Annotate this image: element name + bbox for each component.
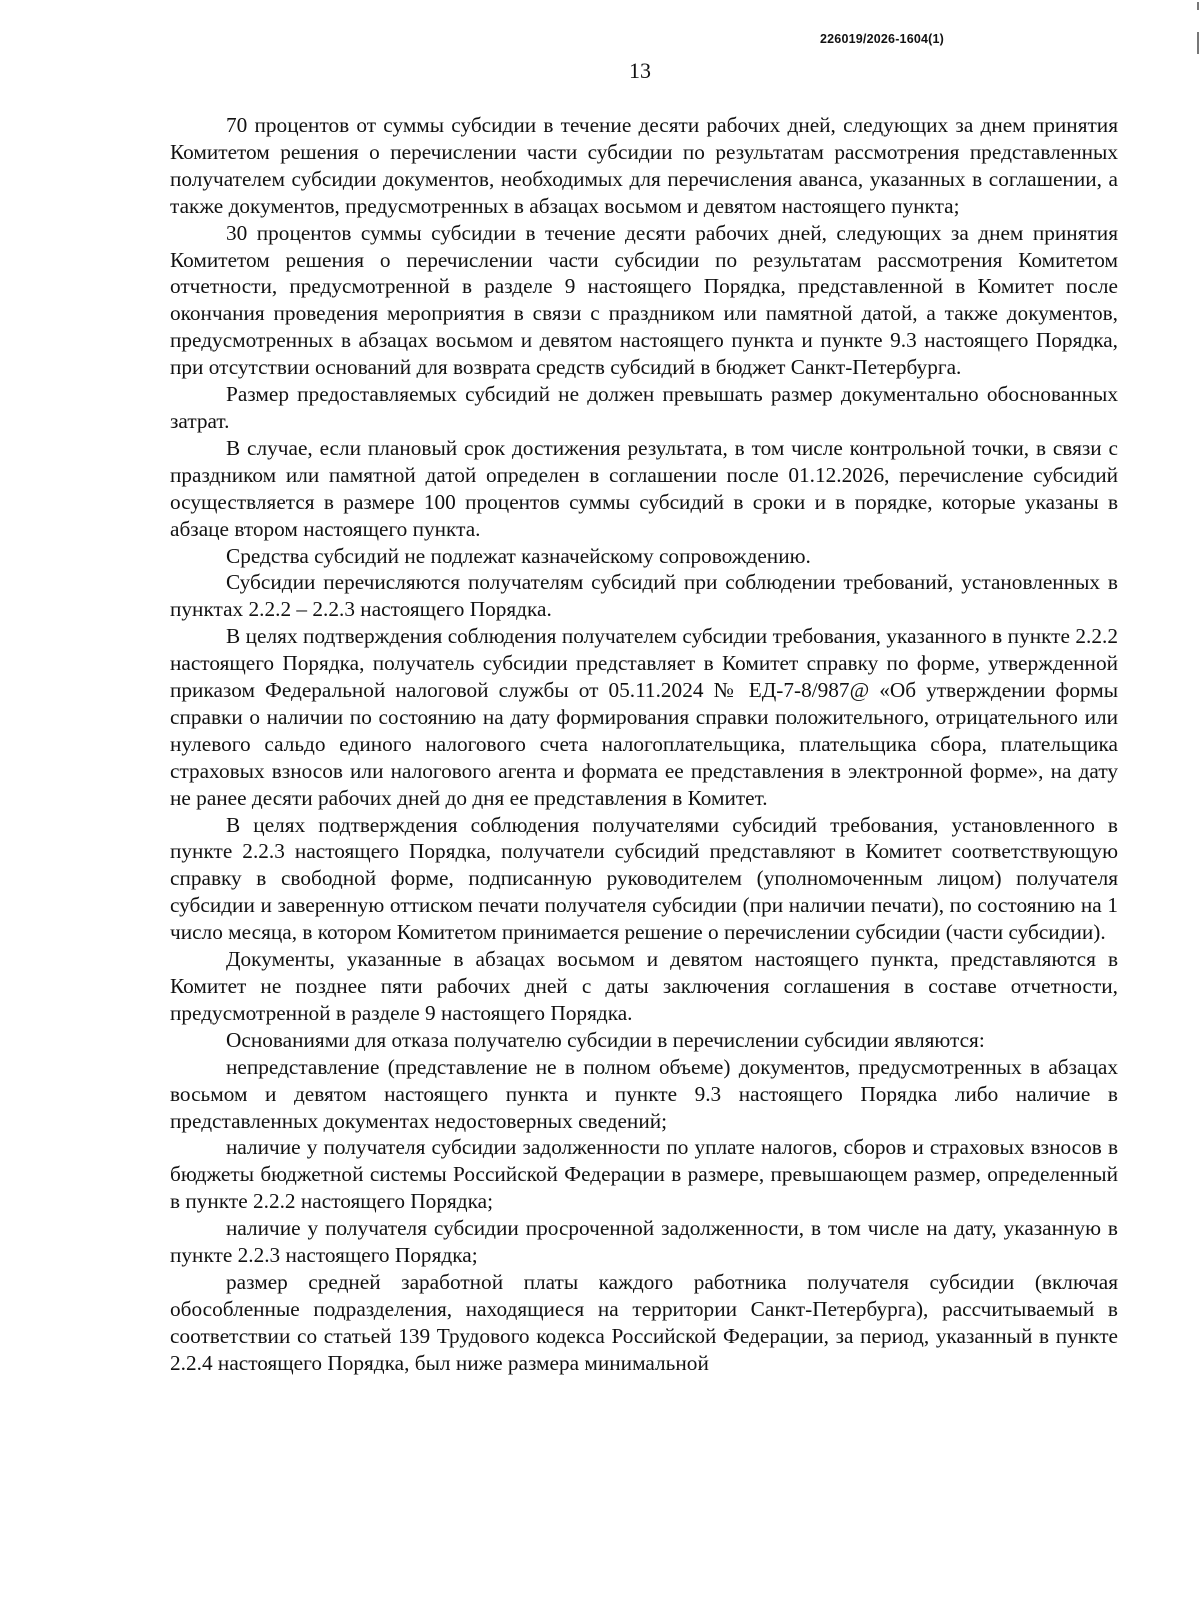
page-number: 13	[629, 58, 651, 83]
scan-edge-marks	[1188, 0, 1200, 60]
paragraph-tax-certificate: В целях подтверждения соблюдения получателем субсидии требования, указанного в пункте 2.2.2 настоящего Порядка, получатель субсидии представляет в Комитет справку по форме, утвержденной приказом Федеральной налоговой службы от 05.11.2024 № ЕД-7-8/987@ «Об утверждении формы справки о наличии по состоянию на дату формирования справки положительного, отрицательного или нулевого сальдо единого налогового счета налогоплательщика, плательщика сбора, плательщика страховых взносов или налогового агента и формата ее представления в электронной форме», на дату не ранее десяти рабочих дней до дня ее представления в Комитет.	[170, 624, 1118, 810]
paragraph-no-treasury-support: Средства субсидий не подлежат казначейскому сопровождению.	[226, 543, 811, 568]
paragraph-final-30-percent: 30 процентов суммы субсидии в течение десяти рабочих дней, следующих за днем принятия Комитетом решения о перечислении части субсидии по результатам рассмотрения Комитетом отчетности, предусмотренной в разделе 9 настоящего Порядка, представленной в Комитет после окончания проведения мероприятия в связи с праздником или памятной датой, а также документов, предусмотренных в абзацах восьмом и девятом настоящего пункта и пункте 9.3 настоящего Порядка, при отсутствии оснований для возврата средств субсидий в бюджет Санкт-Петербурга.	[170, 220, 1118, 380]
document-body	[170, 112, 1118, 1377]
list-item-refusal-salary: размер средней заработной платы каждого работника получателя субсидии (включая обособленные подразделения, находящиеся на территории Санкт-Петербурга), рассчитываемый в соответствии со статьей 139 Трудового кодекса Российской Федерации, за период, указанный в пункте 2.2.4 настоящего Порядка, был ниже размера минимальной	[170, 1269, 1118, 1375]
paragraph-transfer-conditions: Субсидии перечисляются получателям субсидий при соблюдении требований, установленных в пунктах 2.2.2 – 2.2.3 настоящего Порядка.	[170, 570, 1118, 622]
list-item-refusal-overdue-debt: наличие у получателя субсидии просроченной задолженности, в том числе на дату, указанную в пункте 2.2.3 настоящего Порядка;	[170, 1216, 1118, 1268]
list-item-refusal-tax-debt: наличие у получателя субсидии задолженности по уплате налогов, сборов и страховых взносов в бюджеты бюджетной системы Российской Федерации в размере, превышающем размер, определенный в пункте 2.2.2 настоящего Порядка;	[170, 1135, 1118, 1214]
paragraph-documents-deadline: Документы, указанные в абзацах восьмом и девятом настоящего пункта, представляются в Комитет не позднее пяти рабочих дней с даты заключения соглашения в составе отчетности, предусмотренной в разделе 9 настоящего Порядка.	[170, 947, 1118, 1025]
paragraph-free-form-certificate: В целях подтверждения соблюдения получателями субсидий требования, установленного в пункте 2.2.3 настоящего Порядка, получатели субсидий представляют в Комитет соответствующую справку в свободной форме, подписанную руководителем (уполномоченным лицом) получателя субсидии и заверенную оттиском печати получателя субсидии (при наличии печати), по состоянию на 1 число месяца, в котором Комитетом принимается решение о перечислении субсидии (части субсидии).	[170, 812, 1118, 945]
list-item-refusal-documents: непредставление (представление не в полном объеме) документов, предусмотренных в абзацах восьмом и девятом настоящего пункта и пункте 9.3 настоящего Порядка либо наличие в представленных документах недостоверных сведений;	[170, 1054, 1118, 1133]
document-registration-number: 226019/2026-1604(1)	[820, 32, 945, 46]
paragraph-advance-70-percent: 70 процентов от суммы субсидии в течение десяти рабочих дней, следующих за днем принятия Комитетом решения о перечислении части субсидии по результатам рассмотрения представленных получателем субсидии документов, необходимых для перечисления аванса, указанных в соглашении, а также документов, предусмотренных в абзацах восьмом и девятом настоящего пункта;	[170, 113, 1118, 218]
paragraph-subsidy-limit: Размер предоставляемых субсидий не должен превышать размер документально обоснованных затрат.	[170, 382, 1118, 433]
paragraph-full-payment-case: В случае, если плановый срок достижения результата, в том числе контрольной точки, в связи с праздником или памятной датой определен в соглашении после 01.12.2026, перечисление субсидий осуществляется в размере 100 процентов суммы субсидий в сроки и в порядке, которые указаны в абзаце втором настоящего пункта.	[170, 435, 1118, 541]
paragraph-refusal-grounds-intro: Основаниями для отказа получателю субсидии в перечислении субсидии являются:	[226, 1027, 985, 1052]
